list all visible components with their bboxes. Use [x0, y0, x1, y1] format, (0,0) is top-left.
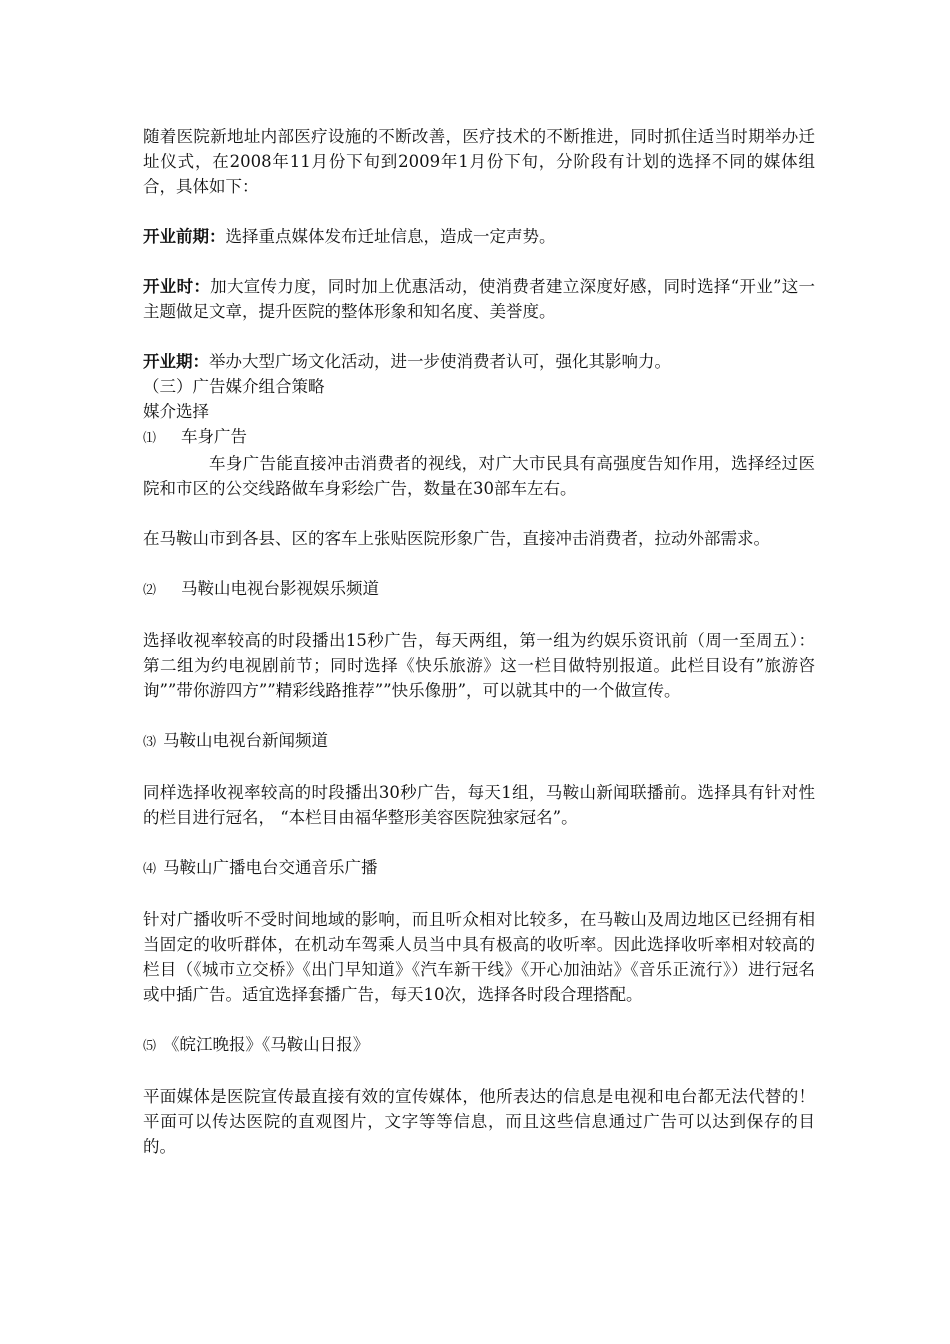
phase-text: 选择重点媒体发布迁址信息，造成一定声势。 [225, 227, 556, 246]
item-number: ⑸ [143, 1039, 157, 1054]
item-title: 车身广告 [181, 427, 247, 446]
phase-opening [143, 274, 815, 324]
phase-label: 开业期： [143, 352, 209, 371]
phase-label: 开业前期： [143, 227, 226, 246]
item-paragraph: 车身广告能直接冲击消费者的视线，对广大市民具有高强度告知作用，选择经过医院和市区的公交线路做车身彩绘广告，数量在30部车左右。 [143, 454, 815, 498]
item-title: 马鞍山广播电台交通音乐广播 [163, 858, 378, 877]
item-paragraph: 针对广播收听不受时间地域的影响，而且听众相对比较多，在马鞍山及周边地区已经拥有相当固定的收听群体，在机动车驾乘人员当中具有极高的收听率。因此选择收听率相对较高的栏目（《城市立交桥》《出门早知道》《汽车新干线》《开心加油站》《音乐正流行》）进行冠名或中插广告。适宜选择套播广告，每天10次，选择各时段合理搭配。 [143, 910, 815, 1004]
item-title: 《皖江晚报》《马鞍山日报》 [163, 1035, 370, 1054]
item-heading [143, 1032, 815, 1059]
phase-text: 加大宣传力度，同时加上优惠活动，使消费者建立深度好感，同时选择“开业”这一主题做足文章，提升医院的整体形象和知名度、美誉度。 [143, 277, 816, 321]
phase-text: 举办大型广场文化活动，进一步使消费者认可，强化其影响力。 [209, 352, 671, 371]
item-number: ⑵ [143, 583, 157, 598]
item-heading [143, 576, 815, 603]
item-paragraph: 同样选择收视率较高的时段播出30秒广告，每天1组，马鞍山新闻联播前。选择具有针对性的栏目进行冠名， “本栏目由福华整形美容医院独家冠名”。 [143, 783, 815, 827]
phase-label: 开业时： [143, 277, 211, 296]
item-title: 马鞍山电视台新闻频道 [163, 731, 328, 750]
sub-title: 媒介选择 [143, 402, 209, 421]
item-title: 马鞍山电视台影视娱乐频道 [181, 579, 379, 598]
item-number: ⑴ [143, 431, 157, 446]
section-title: （三）广告媒介组合策略 [143, 377, 325, 396]
item-paragraph: 选择收视率较高的时段播出15秒广告，每天两组，第一组为约娱乐资讯前（周一至周五）：第二组为约电视剧前节；同时选择《快乐旅游》这一栏目做特别报道。此栏目设有”旅游咨询””带你游四方””精彩线路推荐””快乐像册”，可以就其中的一个做宣传。 [143, 631, 815, 700]
phase-operating [143, 349, 815, 374]
item-heading [143, 855, 815, 882]
intro-paragraph: 随着医院新地址内部医疗设施的不断改善，医疗技术的不断推进，同时抓住适当时期举办迁址仪式，在2008年11月份下旬到2009年1月份下旬，分阶段有计划的选择不同的媒体组合，具体如下： [143, 127, 815, 196]
phase-pre-opening [143, 224, 815, 249]
item-number: ⑷ [143, 862, 157, 877]
document-body [143, 124, 815, 1159]
item-number: ⑶ [143, 735, 157, 750]
item-heading [143, 424, 815, 451]
item-paragraph: 平面媒体是医院宣传最直接有效的宣传媒体，他所表达的信息是电视和电台都无法代替的！平面可以传达医院的直观图片，文字等等信息，而且这些信息通过广告可以达到保存的目的。 [143, 1087, 815, 1156]
item-heading [143, 728, 815, 755]
item-paragraph: 在马鞍山市到各县、区的客车上张贴医院形象广告，直接冲击消费者，拉动外部需求。 [143, 529, 770, 548]
